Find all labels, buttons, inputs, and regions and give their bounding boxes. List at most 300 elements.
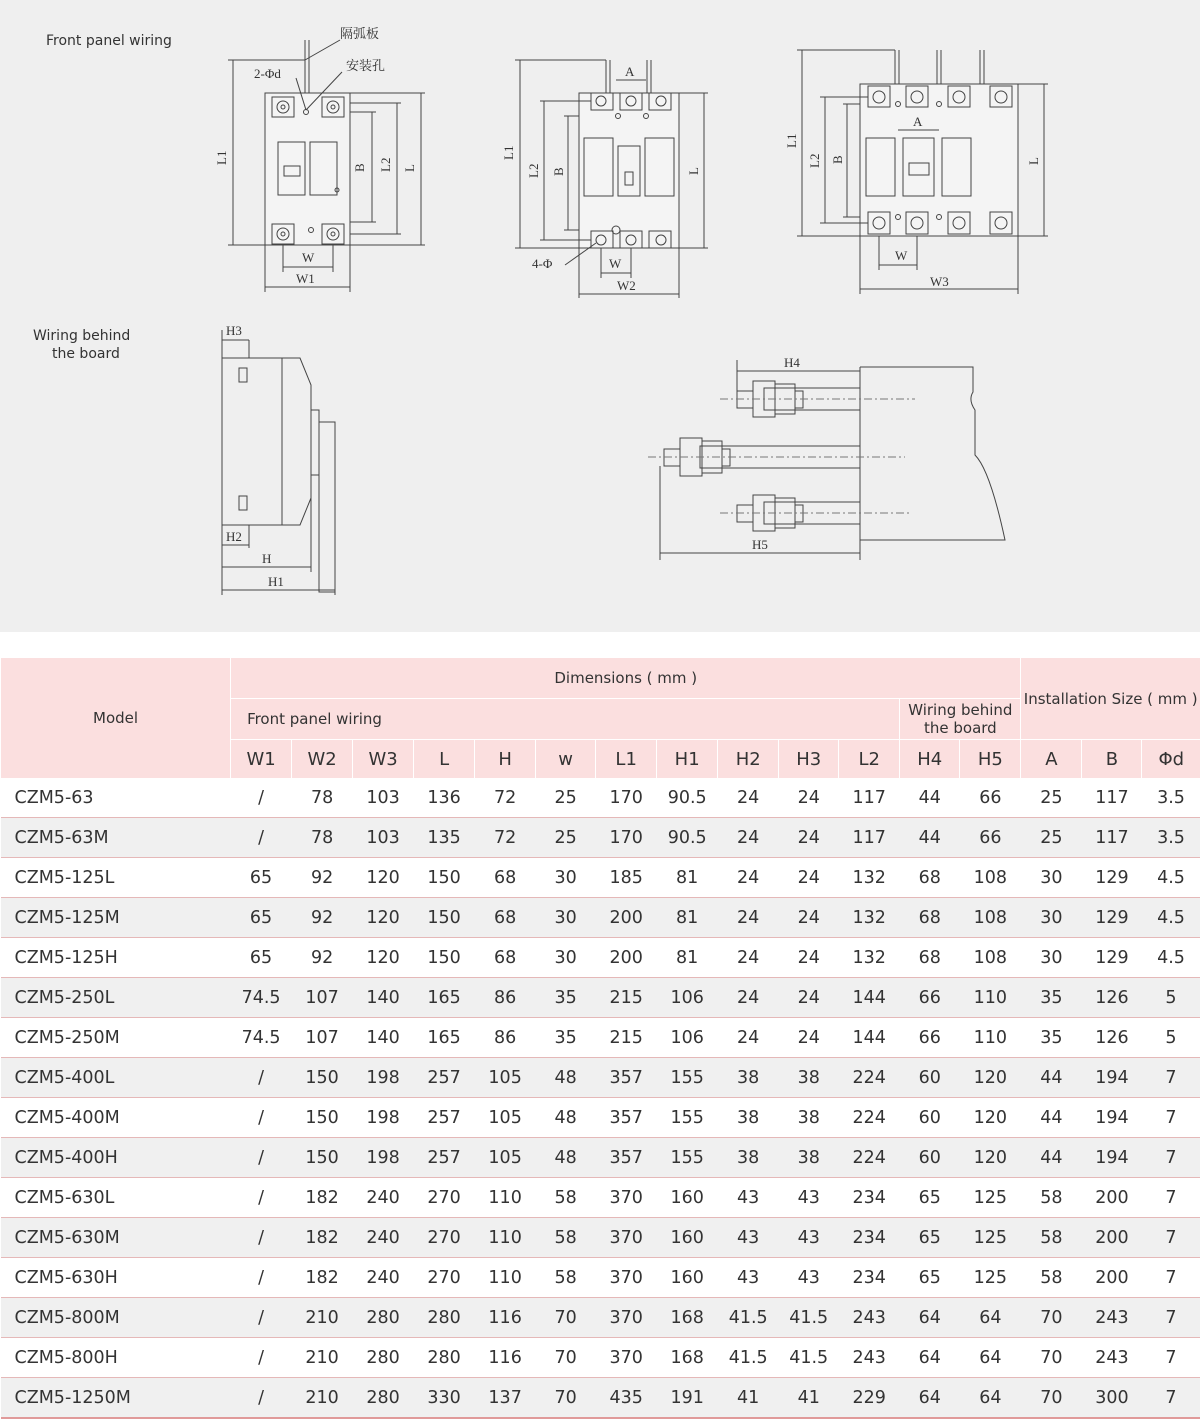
value-cell: 38: [779, 1058, 839, 1098]
value-cell: 170: [596, 818, 657, 858]
dim-W2: W2: [617, 278, 636, 293]
value-cell: 280: [353, 1338, 414, 1378]
value-cell: 370: [596, 1258, 657, 1298]
value-cell: 38: [718, 1058, 779, 1098]
column-header: W1: [231, 740, 292, 779]
value-cell: 78: [292, 778, 353, 818]
value-cell: 120: [353, 898, 414, 938]
table-row: [1, 778, 1200, 818]
value-cell: 38: [779, 1138, 839, 1178]
value-cell: 108: [960, 858, 1021, 898]
value-cell: 70: [536, 1378, 596, 1419]
value-cell: 3.5: [1142, 818, 1200, 858]
value-cell: 24: [718, 938, 779, 978]
dim-W-2: W: [609, 256, 622, 271]
value-cell: 234: [839, 1258, 900, 1298]
value-cell: 150: [414, 858, 475, 898]
value-cell: 155: [657, 1058, 718, 1098]
value-cell: 58: [536, 1218, 596, 1258]
value-cell: 200: [1082, 1218, 1142, 1258]
value-cell: 4.5: [1142, 858, 1200, 898]
value-cell: 370: [596, 1338, 657, 1378]
value-cell: 7: [1142, 1218, 1200, 1258]
model-cell: CZM5-63M: [1, 818, 231, 858]
model-cell: CZM5-125L: [1, 858, 231, 898]
column-header: w: [536, 740, 596, 779]
value-cell: 68: [475, 898, 536, 938]
value-cell: 70: [1021, 1298, 1082, 1338]
drawing-svg: [0, 0, 1200, 632]
value-cell: 7: [1142, 1258, 1200, 1298]
value-cell: 4.5: [1142, 938, 1200, 978]
column-header: L2: [839, 740, 900, 779]
value-cell: /: [231, 1138, 292, 1178]
dim-B-3: B: [830, 155, 845, 164]
value-cell: 44: [900, 818, 960, 858]
table-row: [1, 1218, 1200, 1258]
dim-L1-3: L1: [784, 133, 799, 148]
value-cell: 125: [960, 1218, 1021, 1258]
value-cell: 132: [839, 938, 900, 978]
value-cell: 182: [292, 1178, 353, 1218]
value-cell: 243: [1082, 1338, 1142, 1378]
value-cell: 5: [1142, 978, 1200, 1018]
behind-board-header: Wiring behind the board: [900, 699, 1021, 740]
value-cell: 185: [596, 858, 657, 898]
value-cell: 24: [718, 978, 779, 1018]
dim-L-1: L: [402, 164, 417, 172]
value-cell: 200: [1082, 1258, 1142, 1298]
column-header: W3: [353, 740, 414, 779]
value-cell: 105: [475, 1058, 536, 1098]
value-cell: 30: [536, 938, 596, 978]
value-cell: 78: [292, 818, 353, 858]
value-cell: 81: [657, 898, 718, 938]
value-cell: 132: [839, 898, 900, 938]
value-cell: 240: [353, 1258, 414, 1298]
value-cell: /: [231, 1298, 292, 1338]
value-cell: 58: [536, 1178, 596, 1218]
value-cell: 64: [900, 1298, 960, 1338]
value-cell: /: [231, 778, 292, 818]
value-cell: 108: [960, 938, 1021, 978]
value-cell: 126: [1082, 978, 1142, 1018]
value-cell: 43: [779, 1258, 839, 1298]
value-cell: 240: [353, 1218, 414, 1258]
value-cell: /: [231, 1338, 292, 1378]
dim-L-2: L: [686, 167, 701, 175]
table-row: [1, 1378, 1200, 1419]
value-cell: 25: [536, 778, 596, 818]
value-cell: 194: [1082, 1098, 1142, 1138]
value-cell: 160: [657, 1218, 718, 1258]
table-row: [1, 978, 1200, 1018]
value-cell: 129: [1082, 858, 1142, 898]
value-cell: 43: [718, 1258, 779, 1298]
value-cell: /: [231, 1058, 292, 1098]
model-cell: CZM5-250M: [1, 1018, 231, 1058]
value-cell: 168: [657, 1338, 718, 1378]
value-cell: 68: [900, 898, 960, 938]
dim-H3: H3: [226, 323, 242, 338]
value-cell: 144: [839, 978, 900, 1018]
column-header: A: [1021, 740, 1082, 779]
value-cell: 224: [839, 1058, 900, 1098]
value-cell: 64: [960, 1378, 1021, 1419]
value-cell: 103: [353, 778, 414, 818]
dim-L2-1: L2: [378, 157, 393, 172]
value-cell: 280: [353, 1298, 414, 1338]
dim-W1: W1: [296, 271, 315, 286]
value-cell: 41.5: [779, 1298, 839, 1338]
value-cell: 35: [1021, 1018, 1082, 1058]
behind-board-label-1: Wiring behind: [33, 328, 131, 344]
value-cell: 43: [779, 1178, 839, 1218]
value-cell: 72: [475, 818, 536, 858]
table-row: [1, 1018, 1200, 1058]
value-cell: 74.5: [231, 978, 292, 1018]
value-cell: 257: [414, 1098, 475, 1138]
value-cell: 48: [536, 1098, 596, 1138]
value-cell: 210: [292, 1298, 353, 1338]
arc-plate-label: 隔弧板: [340, 26, 380, 41]
dim-B-2: B: [551, 167, 566, 176]
value-cell: 81: [657, 858, 718, 898]
dimensions-header: Dimensions ( mm ): [231, 658, 1021, 699]
model-cell: CZM5-630H: [1, 1258, 231, 1298]
value-cell: 7: [1142, 1298, 1200, 1338]
column-header: H1: [657, 740, 718, 779]
value-cell: 150: [292, 1058, 353, 1098]
value-cell: 70: [536, 1338, 596, 1378]
value-cell: 44: [900, 778, 960, 818]
value-cell: 165: [414, 978, 475, 1018]
value-cell: 30: [536, 898, 596, 938]
value-cell: 64: [960, 1338, 1021, 1378]
value-cell: /: [231, 818, 292, 858]
value-cell: 35: [536, 1018, 596, 1058]
value-cell: 117: [839, 778, 900, 818]
value-cell: 243: [839, 1338, 900, 1378]
phi4-label: 4-Φ: [532, 256, 553, 271]
dim-L2-3: L2: [807, 153, 822, 168]
value-cell: 68: [900, 938, 960, 978]
value-cell: 155: [657, 1138, 718, 1178]
value-cell: 92: [292, 898, 353, 938]
value-cell: 68: [900, 858, 960, 898]
value-cell: 200: [596, 938, 657, 978]
mount-hole-label: 安装孔: [346, 58, 386, 73]
value-cell: 150: [292, 1098, 353, 1138]
value-cell: 106: [657, 1018, 718, 1058]
value-cell: 370: [596, 1178, 657, 1218]
dim-H1: H1: [268, 574, 284, 589]
dim-L2-2: L2: [526, 163, 541, 178]
value-cell: 357: [596, 1058, 657, 1098]
value-cell: 243: [1082, 1298, 1142, 1338]
value-cell: 155: [657, 1098, 718, 1138]
value-cell: 72: [475, 778, 536, 818]
dim-L1-2: L1: [501, 145, 516, 160]
column-header: B: [1082, 740, 1142, 779]
value-cell: 43: [779, 1218, 839, 1258]
value-cell: 24: [779, 1018, 839, 1058]
front-view-4pole: [784, 50, 1048, 294]
value-cell: 116: [475, 1338, 536, 1378]
model-cell: CZM5-125H: [1, 938, 231, 978]
value-cell: 48: [536, 1058, 596, 1098]
value-cell: 86: [475, 978, 536, 1018]
value-cell: 64: [900, 1378, 960, 1419]
value-cell: 198: [353, 1098, 414, 1138]
model-cell: CZM5-400L: [1, 1058, 231, 1098]
value-cell: 240: [353, 1178, 414, 1218]
value-cell: 5: [1142, 1018, 1200, 1058]
column-header: H: [475, 740, 536, 779]
value-cell: 65: [900, 1218, 960, 1258]
table-row: [1, 1178, 1200, 1218]
table-body: [1, 778, 1200, 1418]
value-cell: 105: [475, 1098, 536, 1138]
model-cell: CZM5-800H: [1, 1338, 231, 1378]
value-cell: 120: [353, 938, 414, 978]
value-cell: 182: [292, 1218, 353, 1258]
value-cell: 280: [414, 1298, 475, 1338]
model-cell: CZM5-800M: [1, 1298, 231, 1338]
value-cell: 38: [718, 1138, 779, 1178]
dim-H: H: [262, 551, 272, 566]
value-cell: 66: [960, 818, 1021, 858]
value-cell: 58: [536, 1258, 596, 1298]
value-cell: 66: [900, 1018, 960, 1058]
value-cell: 43: [718, 1178, 779, 1218]
value-cell: 25: [1021, 778, 1082, 818]
value-cell: 68: [475, 938, 536, 978]
value-cell: 4.5: [1142, 898, 1200, 938]
value-cell: 66: [900, 978, 960, 1018]
table-row: [1, 1098, 1200, 1138]
value-cell: 35: [1021, 978, 1082, 1018]
value-cell: 110: [475, 1218, 536, 1258]
value-cell: 257: [414, 1138, 475, 1178]
value-cell: 120: [353, 858, 414, 898]
value-cell: 200: [596, 898, 657, 938]
value-cell: 224: [839, 1138, 900, 1178]
value-cell: 7: [1142, 1338, 1200, 1378]
value-cell: 24: [779, 938, 839, 978]
value-cell: 435: [596, 1378, 657, 1419]
value-cell: 110: [475, 1258, 536, 1298]
dimension-table: [0, 657, 1200, 1419]
value-cell: 191: [657, 1378, 718, 1419]
value-cell: 182: [292, 1258, 353, 1298]
table-row: [1, 858, 1200, 898]
table-row: [1, 1338, 1200, 1378]
value-cell: 125: [960, 1178, 1021, 1218]
value-cell: 357: [596, 1098, 657, 1138]
value-cell: 224: [839, 1098, 900, 1138]
value-cell: 110: [475, 1178, 536, 1218]
value-cell: 58: [1021, 1258, 1082, 1298]
value-cell: 210: [292, 1338, 353, 1378]
value-cell: 70: [536, 1298, 596, 1338]
model-cell: CZM5-630L: [1, 1178, 231, 1218]
value-cell: 116: [475, 1298, 536, 1338]
install-header: Installation Size ( mm ): [1021, 658, 1200, 740]
value-cell: 129: [1082, 898, 1142, 938]
value-cell: 194: [1082, 1058, 1142, 1098]
value-cell: 280: [414, 1338, 475, 1378]
value-cell: 129: [1082, 938, 1142, 978]
value-cell: /: [231, 1218, 292, 1258]
value-cell: 92: [292, 858, 353, 898]
value-cell: 103: [353, 818, 414, 858]
side-view: [222, 323, 335, 595]
value-cell: 140: [353, 978, 414, 1018]
value-cell: 120: [960, 1058, 1021, 1098]
value-cell: 110: [960, 978, 1021, 1018]
value-cell: 200: [1082, 1178, 1142, 1218]
value-cell: 120: [960, 1138, 1021, 1178]
value-cell: 106: [657, 978, 718, 1018]
value-cell: 25: [1021, 818, 1082, 858]
value-cell: 30: [1021, 938, 1082, 978]
value-cell: 24: [779, 778, 839, 818]
rear-stud-view: [648, 355, 1005, 560]
value-cell: 48: [536, 1138, 596, 1178]
value-cell: 170: [596, 778, 657, 818]
value-cell: 3.5: [1142, 778, 1200, 818]
value-cell: 107: [292, 1018, 353, 1058]
value-cell: 198: [353, 1058, 414, 1098]
value-cell: 70: [1021, 1378, 1082, 1419]
value-cell: 234: [839, 1218, 900, 1258]
model-cell: CZM5-125M: [1, 898, 231, 938]
dim-B-1: B: [352, 163, 367, 172]
value-cell: 7: [1142, 1098, 1200, 1138]
value-cell: 357: [596, 1138, 657, 1178]
model-cell: CZM5-630M: [1, 1218, 231, 1258]
value-cell: 60: [900, 1098, 960, 1138]
value-cell: 24: [779, 858, 839, 898]
value-cell: 135: [414, 818, 475, 858]
value-cell: 370: [596, 1298, 657, 1338]
dim-L1: L1: [214, 150, 229, 165]
dim-A-3: A: [913, 114, 923, 129]
front-wiring-header: Front panel wiring: [231, 699, 900, 740]
value-cell: 7: [1142, 1058, 1200, 1098]
column-header: H3: [779, 740, 839, 779]
phi-d-label: 2-Φd: [254, 66, 281, 81]
value-cell: 70: [1021, 1338, 1082, 1378]
value-cell: 270: [414, 1258, 475, 1298]
value-cell: 41.5: [718, 1338, 779, 1378]
value-cell: 24: [718, 778, 779, 818]
value-cell: 30: [536, 858, 596, 898]
value-cell: 160: [657, 1258, 718, 1298]
value-cell: 68: [475, 858, 536, 898]
dim-W-1: W: [302, 250, 315, 265]
behind-board-label-2: the board: [52, 346, 120, 362]
dim-H2: H2: [226, 529, 242, 544]
value-cell: 257: [414, 1058, 475, 1098]
value-cell: 65: [900, 1178, 960, 1218]
value-cell: 66: [960, 778, 1021, 818]
table-row: [1, 1058, 1200, 1098]
value-cell: 117: [839, 818, 900, 858]
model-cell: CZM5-250L: [1, 978, 231, 1018]
value-cell: 300: [1082, 1378, 1142, 1419]
dim-W-3: W: [895, 248, 908, 263]
value-cell: 210: [292, 1378, 353, 1419]
value-cell: 168: [657, 1298, 718, 1338]
value-cell: 24: [718, 898, 779, 938]
model-cell: CZM5-400M: [1, 1098, 231, 1138]
value-cell: 81: [657, 938, 718, 978]
value-cell: /: [231, 1098, 292, 1138]
value-cell: 125: [960, 1258, 1021, 1298]
front-view-2pole: [214, 26, 425, 292]
value-cell: 198: [353, 1138, 414, 1178]
value-cell: 150: [414, 898, 475, 938]
value-cell: 65: [231, 938, 292, 978]
value-cell: 65: [231, 858, 292, 898]
table-row: [1, 898, 1200, 938]
value-cell: 160: [657, 1178, 718, 1218]
value-cell: 58: [1021, 1218, 1082, 1258]
table-row: [1, 1138, 1200, 1178]
value-cell: 136: [414, 778, 475, 818]
model-cell: CZM5-1250M: [1, 1378, 231, 1419]
value-cell: /: [231, 1258, 292, 1298]
table-row: [1, 818, 1200, 858]
value-cell: 150: [292, 1138, 353, 1178]
value-cell: 41.5: [779, 1338, 839, 1378]
column-header: Φd: [1142, 740, 1200, 779]
value-cell: /: [231, 1378, 292, 1419]
column-header: L1: [596, 740, 657, 779]
value-cell: 126: [1082, 1018, 1142, 1058]
column-header: W2: [292, 740, 353, 779]
dimension-drawing: [0, 0, 1200, 632]
value-cell: 7: [1142, 1178, 1200, 1218]
value-cell: 270: [414, 1218, 475, 1258]
value-cell: 140: [353, 1018, 414, 1058]
value-cell: 370: [596, 1218, 657, 1258]
value-cell: 30: [1021, 858, 1082, 898]
value-cell: 110: [960, 1018, 1021, 1058]
dim-A-1: A: [625, 64, 635, 79]
value-cell: 41.5: [718, 1298, 779, 1338]
dim-L-3: L: [1026, 157, 1041, 165]
value-cell: 44: [1021, 1098, 1082, 1138]
dim-H5: H5: [752, 537, 768, 552]
value-cell: 90.5: [657, 778, 718, 818]
value-cell: 24: [779, 978, 839, 1018]
dim-H4: H4: [784, 355, 800, 370]
value-cell: 132: [839, 858, 900, 898]
value-cell: 234: [839, 1178, 900, 1218]
value-cell: 24: [779, 898, 839, 938]
value-cell: 280: [353, 1378, 414, 1419]
value-cell: 150: [414, 938, 475, 978]
value-cell: 24: [718, 1018, 779, 1058]
value-cell: 229: [839, 1378, 900, 1419]
value-cell: 165: [414, 1018, 475, 1058]
table-row: [1, 1298, 1200, 1338]
value-cell: 41: [779, 1378, 839, 1419]
value-cell: 44: [1021, 1058, 1082, 1098]
